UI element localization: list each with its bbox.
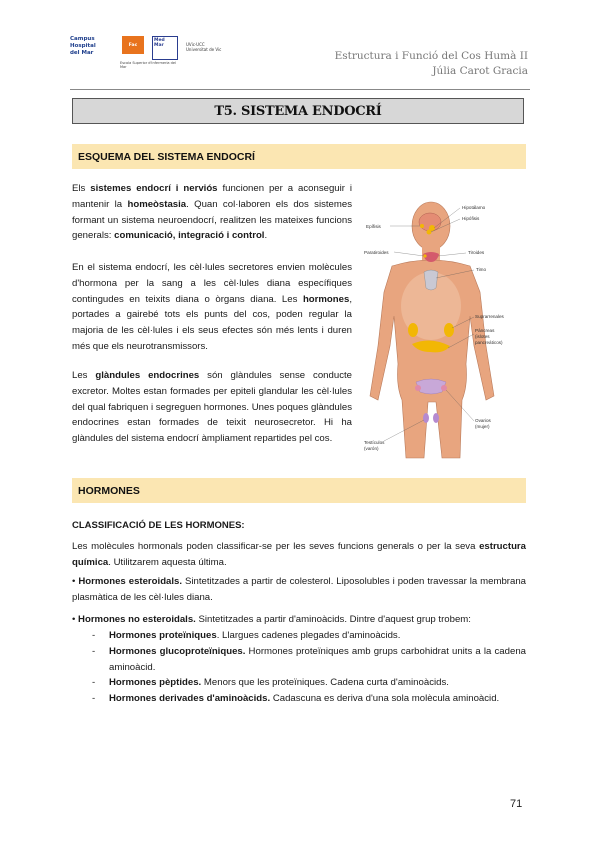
text-run: . Llargues cadenes plegades d'aminoàcids. — [216, 630, 401, 641]
leader-line — [394, 252, 424, 256]
bold-text: glàndules endocrines — [95, 370, 200, 381]
text-run: Sintetitzades a partir d'aminoàcids. Dintre d'aquest grup trobem: — [195, 614, 471, 625]
label-pancreas-2: (islotes — [475, 334, 490, 339]
text-run: . Quan col·laboren els dos sistemes formant un sistema neuroendocrí, realitzen les mateixes funcions generals: — [72, 198, 352, 242]
page-title: T5. SISTEMA ENDOCRÍ — [72, 98, 524, 124]
leader-line — [438, 253, 466, 256]
bold-text: Hormones esteroidals. — [78, 576, 183, 587]
epifisis-gland — [420, 224, 424, 228]
text-run: Sintetitzades a partir de colesterol. Liposolubles i poden travessar la membrana plasmàtica de les cèl·lules diana. — [72, 576, 527, 603]
text-run: Menors que les proteïniques. Cadena curta d'aminoàcids. — [201, 677, 449, 689]
label-paratiroides: Paratiroides — [364, 250, 389, 255]
hipofisis-gland — [427, 230, 432, 235]
endocrine-system-figure — [362, 196, 526, 460]
bold-text: Hormones pèptides. — [109, 677, 202, 689]
header-divider — [70, 89, 530, 90]
page-header — [335, 49, 528, 79]
testiculo-right — [433, 413, 439, 423]
paragraph-steroid-hormones — [72, 574, 526, 606]
bold-text: homeòstasia — [127, 198, 187, 210]
institution-logos — [70, 36, 226, 69]
text-run: Les — [72, 370, 96, 381]
section-heading-esquema: ESQUEMA DEL SISTEMA ENDOCRÍ — [72, 144, 526, 169]
upf-logo — [122, 36, 144, 54]
label-pancreas-1: Páncreas — [475, 328, 495, 333]
label-hipofisis: Hipófisis — [462, 216, 480, 221]
bold-text: estructura química — [72, 541, 526, 568]
label-hipotalamo: Hipotálamo — [462, 205, 486, 210]
suprarrenal-left — [408, 323, 418, 337]
label-pancreas-3: pancreáticos) — [475, 340, 503, 345]
text-run: Les molècules hormonals poden classificar-se per les seves funcions generals o per la seva — [72, 541, 480, 552]
classification-subtitle: CLASSIFICACIÓ DE LES HORMONES: — [72, 520, 245, 531]
bold-text: comunicació, integració i control — [114, 230, 265, 242]
logo-line: Hospital — [70, 43, 96, 49]
text-run: . Utilitzarem aquesta última. — [108, 556, 227, 568]
label-testiculos-1: Testículos — [364, 440, 385, 445]
author-name: Júlia Carot Gracia — [432, 65, 528, 77]
paragraph-intro — [72, 181, 352, 244]
timo-gland — [424, 270, 438, 290]
section-heading-hormones: HORMONES — [72, 478, 526, 503]
text-run: Cadascuna es deriva d'una sola molècula aminoàcid. — [270, 693, 500, 705]
logo-line: Med — [154, 38, 165, 43]
list-item — [92, 675, 526, 691]
nonsteroid-hormone-types-list — [92, 628, 526, 707]
text-run: Els — [72, 183, 91, 194]
label-tiroides: Tiroides — [468, 250, 485, 255]
faculty-logo — [152, 36, 178, 60]
logo-line: Mar — [154, 43, 164, 48]
text-run: Hormones proteïniques amb grups carbohidrat units a la cadena aminoàcid. — [109, 645, 526, 673]
text-run: . — [264, 230, 268, 242]
logo-line: Campus — [70, 36, 95, 42]
text-run: són glàndules sense conducte excretor. Moltes estan formades per epiteli glandular les cèl·lules del qual fabriquen i segreguen hormones. Unes poques glàndules endocrines estan formades de teixit neurosecretor. Hi ha glàndules del sistema endocrí àmpliament repartides pel cos. — [72, 370, 353, 445]
course-name: Estructura i Funció del Cos Humà II — [334, 50, 528, 62]
text-run: , portades a gairebé tots els punts del cos, poden regular la majoria de les cèl·lules i els seus efectes són més lents i duren més que els neurotransmissors. — [72, 293, 352, 352]
paragraph-endocrine-system — [72, 260, 352, 355]
label-suprarrenales: Suprarrenales — [475, 314, 504, 319]
list-item — [92, 644, 526, 676]
paragraph-classification-intro — [72, 539, 526, 571]
ovario-left — [415, 385, 421, 391]
list-item — [92, 628, 526, 644]
logo-line: del Mar — [70, 50, 94, 56]
page-number: 71 — [510, 798, 523, 810]
label-ovarios-2: (mujer) — [475, 424, 490, 429]
label-epifisis: Epífisis — [366, 224, 381, 229]
uvic-logo: UVic·UCC Universitat de Vic — [186, 42, 222, 52]
paragraph-endocrine-glands — [72, 368, 352, 447]
text-run: En el sistema endocrí, les cèl·lules secretores envien molècules d'hormona per la sang a les cèl·lules diana específiques contingudes en teixits diana o òrgans diana. Les — [72, 262, 352, 305]
label-ovarios-1: Ovarios — [475, 418, 491, 423]
text-run: funcionen per a aconseguir i mantenir la — [72, 183, 352, 210]
bold-text: Hormones no esteroidals. — [78, 614, 196, 625]
bold-text: Hormones proteïniques — [109, 630, 217, 641]
suprarrenal-right — [444, 323, 454, 337]
label-testiculos-2: (varón) — [364, 446, 379, 451]
bold-text: sistemes endocrí i nerviós — [90, 183, 218, 194]
list-item — [92, 691, 526, 707]
bold-text: hormones — [302, 293, 350, 305]
paragraph-nonsteroid-hormones — [72, 612, 526, 628]
campus-hospital-del-mar-logo — [70, 36, 114, 57]
bold-text: Hormones derivades d'aminoàcids. — [109, 693, 271, 705]
bullet: • — [72, 614, 76, 625]
label-timo: Timo — [476, 267, 487, 272]
bold-text: Hormones glucoproteïniques. — [109, 645, 246, 657]
logo-subtitle: Escola Superior d'Infermeria del Mar — [120, 61, 177, 69]
testiculo-left — [423, 413, 429, 423]
bullet: • — [72, 576, 76, 587]
logo-line: Fac — [128, 42, 138, 48]
